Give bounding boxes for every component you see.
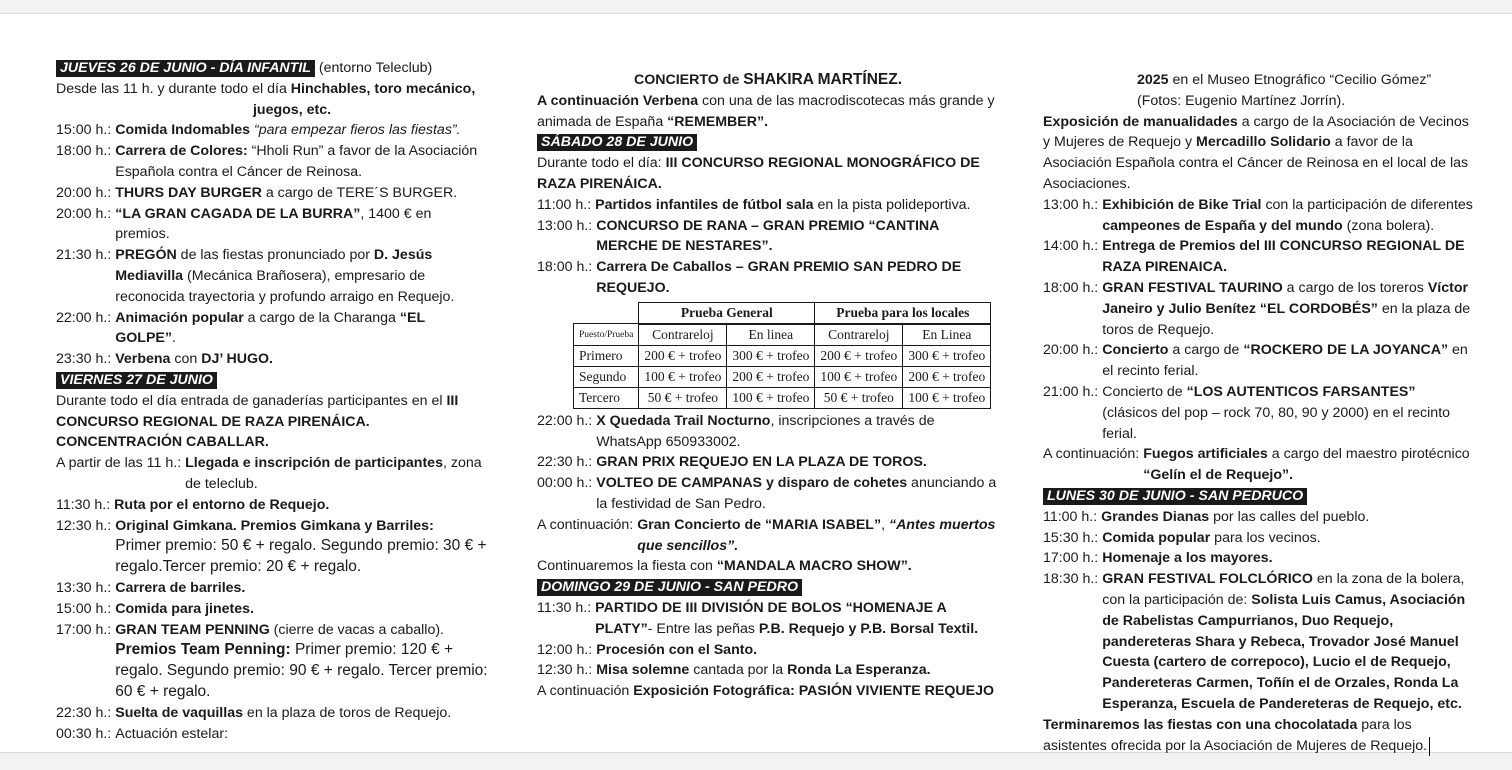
event-item: 18:00 h.: Carrera De Caballos – GRAN PREMIO SAN PEDRO DE REQUEJO. — [537, 259, 962, 296]
day-heading-saturday: SÁBADO 28 DE JUNIO — [537, 134, 697, 151]
table-corner: Puesto/Prueba — [574, 324, 639, 346]
heading-note: (entorno Teleclub) — [318, 60, 433, 76]
thursday-heading-line — [56, 58, 488, 79]
event-item: 15:30 h.: Comida popular para los vecinos. — [1043, 529, 1321, 546]
event-item: 18:00 h.: GRAN FESTIVAL TAURINO a cargo de los toreros Víctor Janeiro y Julio Benítez “EL CORDOBÉS” en la plaza de toros de Requejo. — [1043, 279, 1471, 338]
table-row: Primero 200 € + trofeo 300 € + trofeo 200 € + trofeo 300 € + trofeo — [574, 345, 991, 366]
event-item: 13:00 h.: CONCURSO DE RANA – GRAN PREMIO “CANTINA MERCHE DE NESTARES”. — [537, 217, 939, 255]
event-item: 00:00 h.: VOLTEO DE CAMPANAS y disparo de cohetes anunciando a la festividad de San Pedro. — [537, 475, 997, 512]
closing-line: Continuaremos la fiesta con “MANDALA MACRO SHOW”. — [537, 558, 912, 575]
event-item: 22:00 h.: X Quedada Trail Nocturno, inscripciones a través de WhatsApp 650933002. — [537, 412, 935, 450]
column-2 — [537, 58, 999, 702]
day-heading-monday: LUNES 30 DE JUNIO - SAN PEDRUCO — [1043, 488, 1307, 505]
event-item: 21:30 h.: PREGÓN de las fiestas pronunciado por D. Jesús Mediavilla (Mecánica Brañosera), empresario de reconocida trayectoria y profundo arraigo en Requejo. — [56, 247, 455, 305]
event-item: 15:00 h.: Comida Indomables “para empezar fieros las fiestas”. — [56, 122, 461, 139]
table-subheader: Contrareloj — [639, 324, 727, 346]
table-subheader: En Linea — [903, 324, 991, 346]
event-item: 23:30 h.: Verbena con DJ’ HUGO. — [56, 351, 273, 368]
table-row: Segundo 100 € + trofeo 200 € + trofeo 100 € + trofeo 200 € + trofeo — [574, 366, 991, 387]
event-item: 17:00 h.: GRAN TEAM PENNING (cierre de vacas a caballo). Premios Team Penning: Primer premio: 120 € + regalo. Segundo premio: 90 € + regalo. Tercer premio: 60 € + regalo. — [56, 621, 488, 700]
concert-line: CONCIERTO de SHAKIRA MARTÍNEZ. — [633, 71, 903, 88]
table-subheader: En linea — [727, 324, 815, 346]
event-item: 18:00 h.: Carrera de Colores: “Hholi Run” a favor de la Asociación Española contra el Cáncer de Reinosa. — [56, 143, 478, 180]
column-1 — [56, 58, 488, 744]
event-item: 12:00 h.: Procesión con el Santo. — [537, 641, 758, 658]
event-item: 11:30 h.: PARTIDO DE III DIVISIÓN DE BOLOS “HOMENAJE A PLATY”- Entre las peñas P.B. Requejo y P.B. Borsal Textil. — [537, 599, 979, 637]
crafts-exhibition: Exposición de manualidades a cargo de la Asociación de Vecinos y Mujeres de Requejo y Mercadillo Solidario a favor de la Asociación Española contra el Cáncer de Reinosa en el local de las Asociaciones. — [1043, 113, 1469, 192]
table-subheader: Contrareloj — [815, 324, 903, 346]
table-group-header: Prueba General — [639, 302, 815, 324]
exhibition-line: A continuación Exposición Fotográfica: PASIÓN VIVIENTE REQUEJO — [537, 683, 995, 700]
event-item: 00:30 h.: Actuación estelar: — [56, 725, 229, 742]
day-heading-sunday: DOMINGO 29 DE JUNIO - SAN PEDRO — [537, 579, 802, 596]
day-heading-thursday: JUEVES 26 DE JUNIO - DÍA INFANTIL — [56, 60, 315, 77]
event-item: 12:30 h.: Original Gimkana. Premios Gimkana y Barriles: Primer premio: 50 € + regalo. Segundo premio: 30 € + regalo.Tercer premio: 20 € + regalo. — [56, 517, 487, 576]
event-item: A partir de las 11 h.: Llegada e inscripción de participantes, zona de teleclub. — [56, 455, 482, 492]
event-item: 20:00 h.: Concierto a cargo de “ROCKERO DE LA JOYANCA” en el recinto ferial. — [1043, 342, 1468, 380]
event-item: 11:00 h.: Partidos infantiles de fútbol sala en la pista polideportiva. — [537, 196, 971, 213]
event-item: 13:30 h.: Carrera de barriles. — [56, 579, 246, 596]
event-item: 14:00 h.: Entrega de Premios del III CONCURSO REGIONAL DE RAZA PIRENAICA. — [1043, 238, 1465, 276]
column-3 — [1043, 58, 1473, 756]
day-heading-friday: VIERNES 27 DE JUNIO — [56, 372, 217, 389]
saturday-intro: Durante todo el día: III CONCURSO REGIONAL MONOGRÁFICO DE RAZA PIRENÁICA. — [537, 155, 980, 192]
table-row: Tercero 50 € + trofeo 100 € + trofeo 50 € + trofeo 100 € + trofeo — [574, 387, 991, 408]
event-item: 13:00 h.: Exhibición de Bike Trial con la participación de diferentes campeones de España y del mundo (zona bolera). — [1043, 196, 1473, 234]
event-item: 18:30 h.: GRAN FESTIVAL FOLCLÓRICO en la zona de la bolera, con la participación de: Solista Luis Camus, Asociación de Rabelistas Campurrianos, Duo Requejo, pandereteras Shara y Rebeca, Trovador José Manuel Cuesta (cartero de correpoco), Lucio el de Requejo, Pandereteras Carmen, Toñín el de Orzales, Ronda La Esperanza, Escuela de Pandereteras de Requejo, etc. — [1043, 571, 1466, 712]
prize-table — [573, 302, 991, 409]
event-item: 17:00 h.: Homenaje a los mayores. — [1043, 550, 1273, 567]
program-page — [0, 13, 1512, 753]
friday-subtitle: CONCENTRACIÓN CABALLAR. — [56, 434, 269, 451]
event-item: 21:00 h.: Concierto de “LOS AUTENTICOS FARSANTES” (clásicos del pop – rock 70, 80, 90 y 2000) en el recinto ferial. — [1043, 383, 1451, 442]
exhibition-continued: 2025 en el Museo Etnográfico “Cecilio Gómez” (Fotos: Eugenio Martínez Jorrín). — [1137, 72, 1432, 109]
event-item: 12:30 h.: Misa solemne cantada por la Ronda La Esperanza. — [537, 662, 931, 679]
event-item: 22:00 h.: Animación popular a cargo de la Charanga “EL GOLPE”. — [56, 309, 425, 347]
event-item: A continuación: Fuegos artificiales a cargo del maestro pirotécnico “Gelín el de Requejo”. — [1043, 446, 1470, 484]
event-item: 20:00 h.: “LA GRAN CAGADA DE LA BURRA”, 1400 € en premios. — [56, 205, 432, 243]
verbena-line: A continuación Verbena con una de las macrodiscotecas más grande y animada de España “REMEMBER”. — [537, 92, 995, 130]
event-item: A continuación: Gran Concierto de “MARIA ISABEL”, “Antes muertos que sencillos”. — [537, 516, 996, 554]
text-cursor — [1429, 737, 1430, 756]
table-group-header: Prueba para los locales — [815, 302, 991, 324]
thursday-intro: Desde las 11 h. y durante todo el día Hinchables, toro mecánico, juegos, etc. — [56, 80, 476, 118]
event-item: 20:00 h.: THURS DAY BURGER a cargo de TERE´S BURGER. — [56, 184, 458, 201]
event-item: 15:00 h.: Comida para jinetes. — [56, 600, 254, 617]
friday-intro: Durante todo el día entrada de ganaderías participantes en el III CONCURSO REGIONAL DE RAZA PIRENÁICA. — [56, 392, 459, 430]
event-item: 22:30 h.: Suelta de vaquillas en la plaza de toros de Requejo. — [56, 704, 452, 721]
event-item: 22:30 h.: GRAN PRIX REQUEJO EN LA PLAZA DE TOROS. — [537, 454, 927, 471]
closing-chocolate: Terminaremos las fiestas con una chocolatada para los asistentes ofrecida por la Asociación de Mujeres de Requejo. — [1043, 715, 1473, 757]
event-item: 11:30 h.: Ruta por el entorno de Requejo. — [56, 496, 330, 513]
event-item: 11:00 h.: Grandes Dianas por las calles del pueblo. — [1043, 508, 1370, 525]
